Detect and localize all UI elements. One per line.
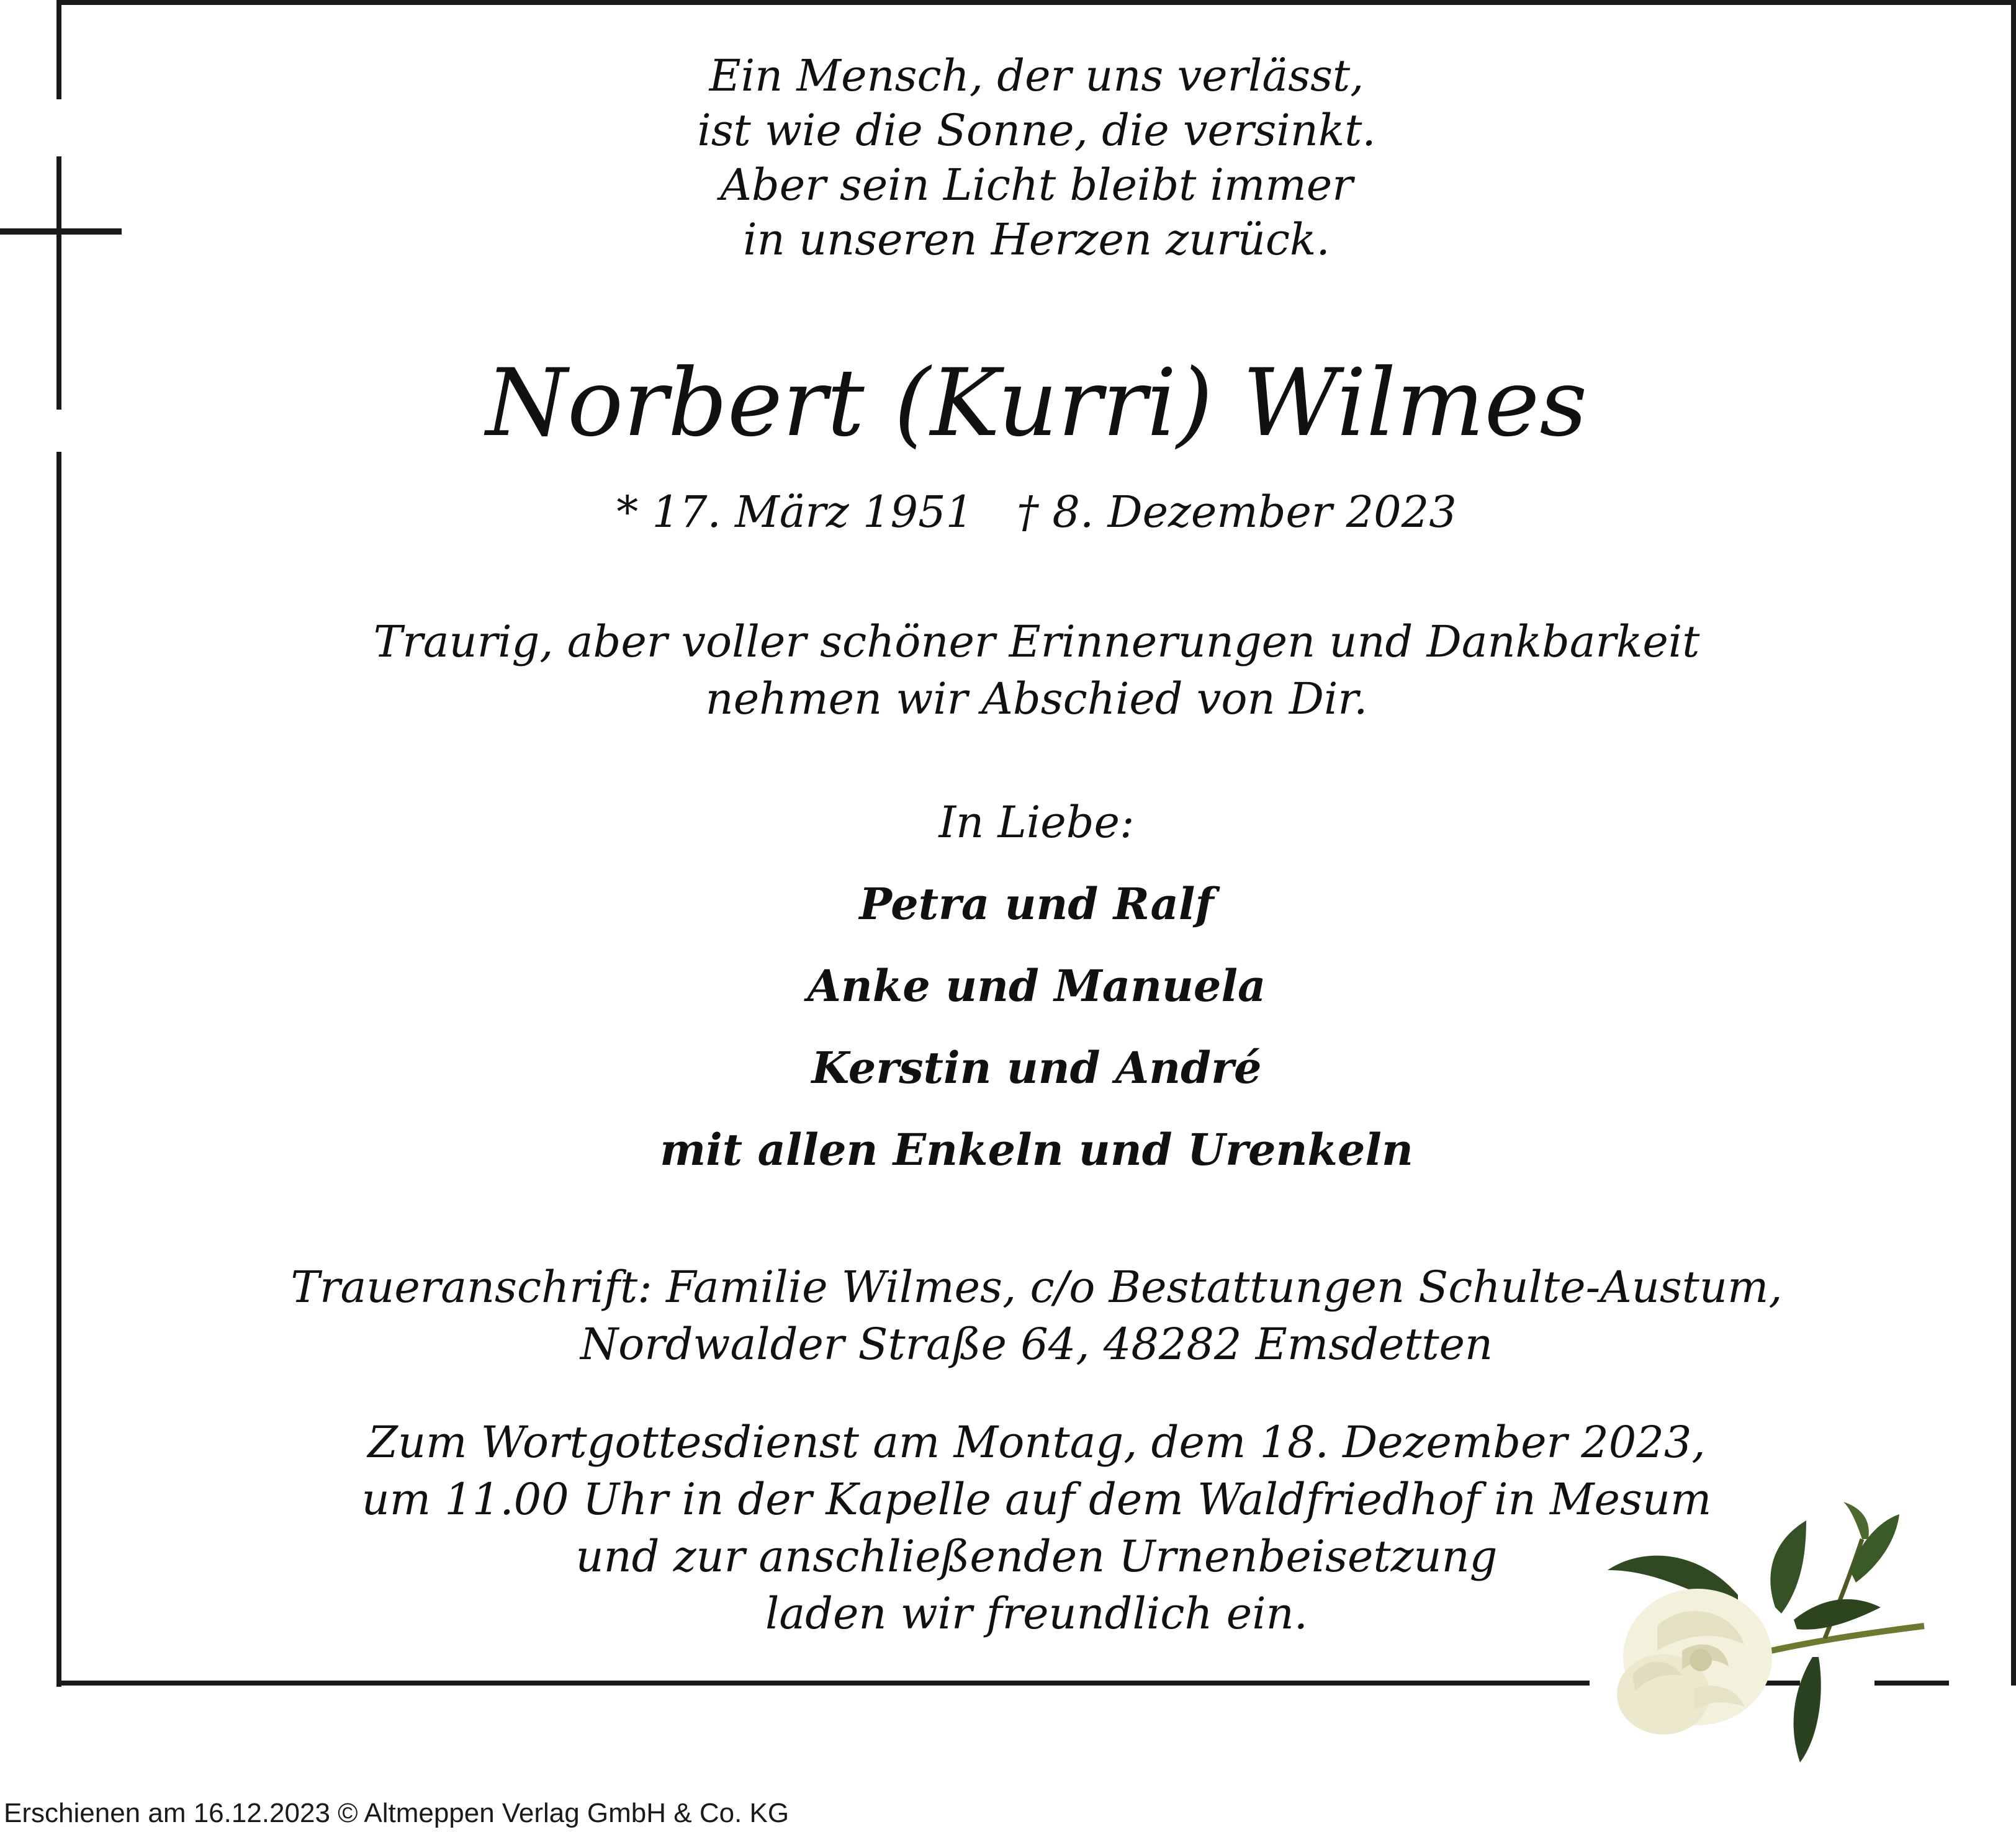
poem <box>62 48 2011 267</box>
address-line: Traueranschrift: Familie Wilmes, c/o Bestattungen Schulte-Austum, <box>290 1262 1783 1313</box>
death-date: † 8. Dezember 2023 <box>1017 487 1457 537</box>
birth-date: * 17. März 1951 <box>616 487 974 537</box>
service-line: Zum Wortgottesdienst am Montag, dem 18. Dezember 2023, <box>367 1417 1706 1468</box>
poem-line: in unseren Herzen zurück. <box>743 214 1330 265</box>
service-line: laden wir freundlich ein. <box>765 1588 1308 1639</box>
poem-line: Aber sein Licht bleibt immer <box>720 159 1353 210</box>
address-line: Nordwalder Straße 64, 48282 Emsdetten <box>580 1319 1493 1370</box>
publication-footer: Erschienen am 16.12.2023 © Altmeppen Verlag GmbH & Co. KG <box>4 1798 790 1828</box>
frame-left-line <box>56 156 61 410</box>
frame-left-line <box>56 452 61 1687</box>
family-member: Kerstin und André <box>811 1042 1262 1093</box>
white-rose-icon <box>1589 1502 1937 1775</box>
service-line: und zur anschließenden Urnenbeisetzung <box>575 1531 1498 1582</box>
family-member: Anke und Manuela <box>807 960 1266 1012</box>
family-member: Petra und Ralf <box>859 878 1214 930</box>
frame-left-line <box>56 0 61 99</box>
farewell-text <box>62 613 2011 727</box>
frame-right-line <box>2011 0 2016 1686</box>
frame-top-line <box>57 0 2016 5</box>
service-line: um 11.00 Uhr in der Kapelle auf dem Waldfriedhof in Mesum <box>361 1474 1712 1525</box>
poem-line: Ein Mensch, der uns verlässt, <box>709 50 1364 101</box>
in-love-label: In Liebe: <box>938 797 1135 848</box>
mourning-address <box>62 1259 2011 1373</box>
farewell-line: Traurig, aber voller schöner Erinnerungen und Dankbarkeit <box>373 616 1700 667</box>
family-list <box>62 876 2011 1204</box>
deceased-name: Norbert (Kurri) Wilmes <box>485 349 1588 457</box>
frame-bottom-line <box>56 1681 1590 1686</box>
farewell-line: nehmen wir Abschied von Dir. <box>705 673 1368 724</box>
poem-line: ist wie die Sonne, die versinkt. <box>697 105 1376 156</box>
family-member: mit allen Enkeln und Urenkeln <box>660 1124 1413 1175</box>
life-dates <box>62 484 2011 540</box>
